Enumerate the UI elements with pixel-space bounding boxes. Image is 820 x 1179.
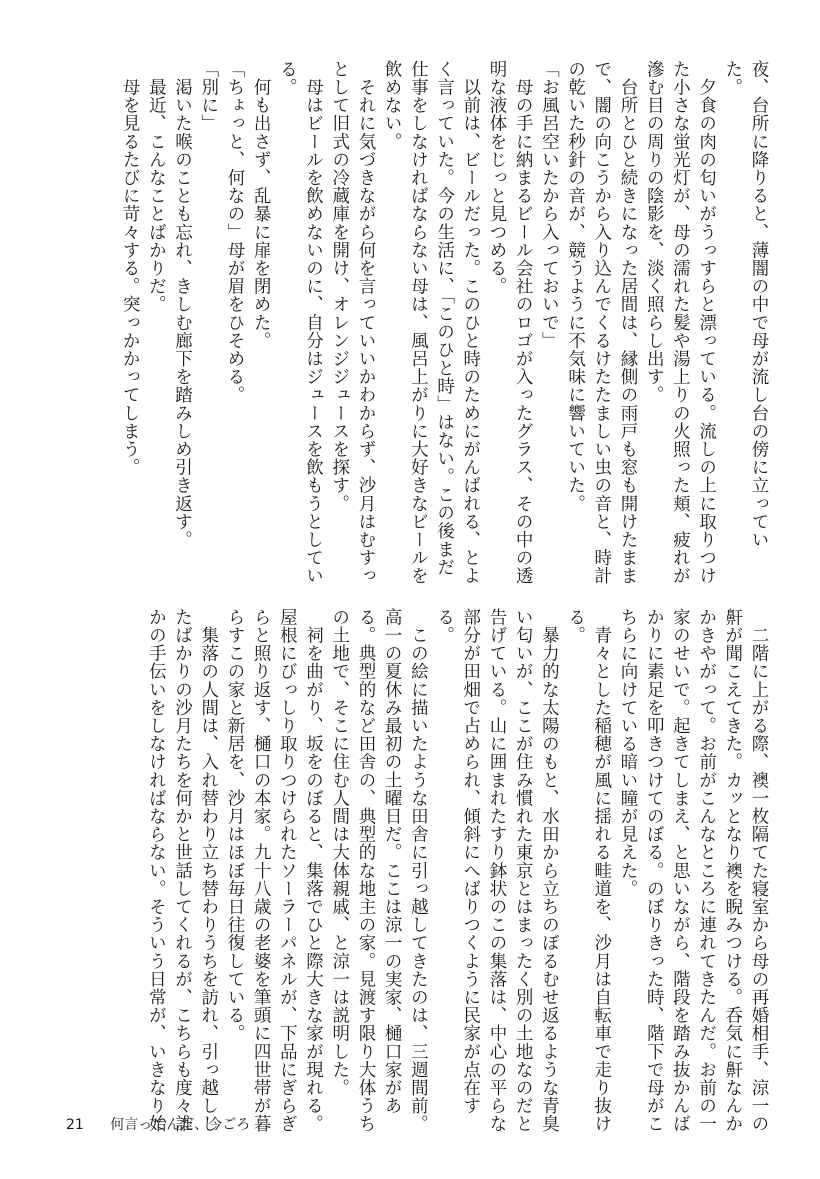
text-line: 母を見るたびに苛々する。突っかかってしまう。 [120,60,141,477]
text-line: 部分が田畑で占められ、傾斜にへばりつくように民家が点在す [460,608,481,1115]
text-line: 母はビールを飲めないのに、自分はジュースを飲もうとしてい [303,60,324,585]
text-line: 青々とした稲穂が風に揺れる畦道を、沙月は自転車で走り抜け [591,608,612,1133]
text-line: 夜、台所に降りると、薄闇の中で母が流し台の傍に立ってい [749,60,769,549]
text-line: る。 [565,608,586,645]
text-line: たばかりの沙月たちを何かと世話してくれるが、こちらも度々誰 [172,608,193,1133]
text-line: で、闇の向こうから入り込んでくるけたたましい虫の音と、時計 [591,60,612,585]
text-line: 屋根にびっしり取りつけられたソーラーパネルが、下品にぎらぎ [277,608,298,1133]
text-line: 告げている。山に囲まれたすり鉢状のこの集落は、中心の平らな [486,608,507,1133]
text-line: かりに素足を叩きつけてのぼる。のぼりきった時、階下で母がこ [644,608,665,1133]
text-line: 仕事をしなければならない母は、風呂上がりに大好きなビールを [408,60,429,585]
text-line: 集落の人間は、入れ替わり立ち替わりうちを訪れ、引っ越しし [198,608,219,1133]
text-line: 高一の夏休み最初の土曜日だ。ここは涼一の実家、樋口家があ [382,608,403,1115]
text-line: 渇いた喉のことも忘れ、きしむ廊下を踏みしめ引き返す。 [172,60,193,549]
text-line: た小さな蛍光灯が、母の濡れた髪や湯上りの火照った頬、疲れが [670,60,691,585]
text-line: た。 [722,60,743,97]
text-line: 台所とひと続きになった居間は、縁側の雨戸も窓も開けたまま [617,60,638,585]
text-line: 滲む目の周りの陰影を、淡く照らし出す。 [644,60,665,404]
text-line: 明な液体をじっと見つめる。 [486,60,507,296]
text-line: らと照り返す、樋口の本家。九十八歳の老婆を筆頭に四世帯が暮 [251,608,272,1133]
page-footer [66,1114,250,1134]
text-line: この絵に描いたような田舎に引っ越してきたのは、三週間前。 [408,608,429,1133]
text-line: く言っていた。今の生活に、「このひと時」はない。この後まだ [434,60,455,577]
text-line: の土地で、そこに住む人間は大体親戚、と涼一は説明した。 [329,608,350,1097]
text-line: らすこの家と新居を、沙月はほぼ毎日往復している。 [224,608,245,1043]
text-line: 「お風呂空いたから入っておいで」 [539,60,560,350]
text-line: 以前は、ビールだった。このひと時のためにがんばれる、とよ [460,60,481,585]
text-line: 飲めない。 [382,60,403,151]
text-line: る。 [434,608,455,645]
text-line: い匂いが、ここが住み慣れた東京とはまったく別の土地なのだと [513,608,534,1133]
text-line: 母の手に納まるビール会社のロゴが入ったグラス、その中の透 [513,60,534,585]
text-line: 家のせいで。起きてしまえ、と思いながら、階段を踏み抜かんば [670,608,691,1133]
text-line: それに気づきながら何を言っていいかわからず、沙月はむすっ [355,60,376,585]
text-line: る。典型的など田舎の、典型的な地主の家。見渡す限り大体うち [355,608,376,1133]
text-line: 鼾が聞こえてきた。カッとなり襖を睨みつける。呑気に鼾なんか [722,608,743,1133]
text-line: 最近、こんなことばかりだ。 [146,60,167,314]
text-line: 祠を曲がり、坂をのぼると、集落でひと際大きな家が現れる。 [303,608,324,1133]
text-line: 「ちょっと、何なの」母が眉をひそめる。 [224,60,245,404]
text-line: かの手伝いをしなければならない。そういう日常が、いきなり始 [146,608,167,1133]
text-line: かきやがって。お前がこんなところに連れてきたんだ。お前の一 [696,608,717,1133]
text-line: 二階に上がる際、襖一枚隔てた寝室から母の再婚相手、涼一の [749,608,769,1133]
running-title: 何言ってんだ、今ごろ [110,1117,251,1133]
text-line: 何も出さず、乱暴に扉を閉めた。 [251,60,272,350]
text-line: 「別に」 [198,60,219,133]
upper-text-block [120,60,772,585]
text-line: ちらに向けている暗い瞳が見えた。 [617,608,638,898]
text-line: る。 [277,60,298,97]
page-number: 21 [66,1117,84,1133]
text-line: 夕食の肉の匂いがうっすらと漂っている。流しの上に取りつけ [696,60,717,585]
text-line: の乾いた秒針の音が、競うように不気味に響いていた。 [565,60,586,513]
text-line: として旧式の冷蔵庫を開け、オレンジジュースを探す。 [329,60,350,513]
text-line: 暴力的な太陽のもと、水田から立ちのぼるむせ返るような青臭 [539,608,560,1133]
